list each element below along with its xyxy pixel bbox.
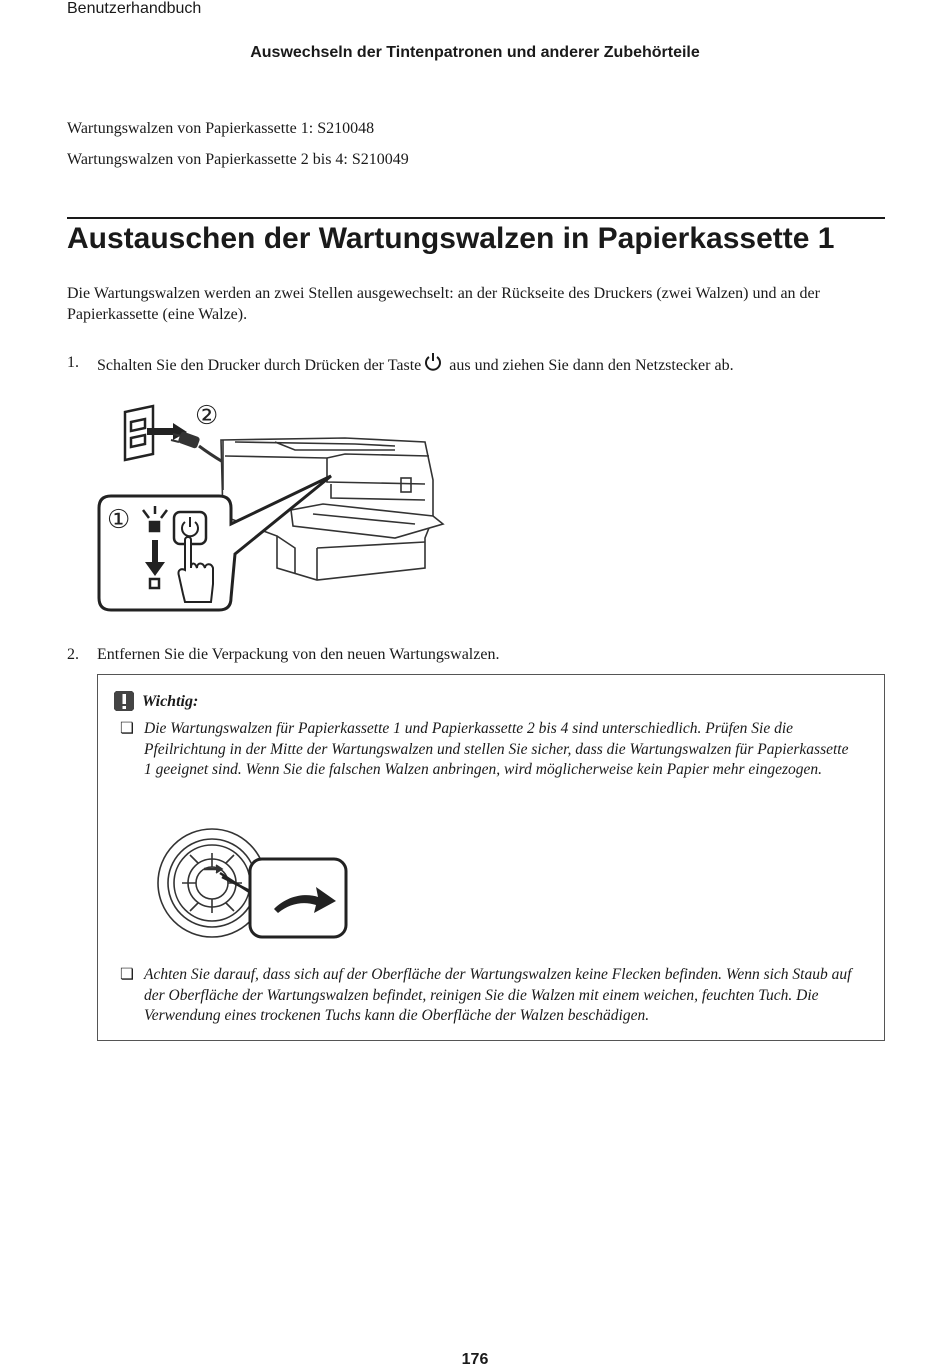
section-heading: Austauschen der Wartungswalzen in Papierkassette 1 xyxy=(67,222,835,255)
part-number-cassette-1: Wartungswalzen von Papierkassette 1: S210048 xyxy=(67,120,375,137)
bullet-text: Achten Sie darauf, dass sich auf der Oberfläche der Wartungswalzen keine Flecken befinden. Wenn sich Staub auf der Oberfläche der Wartungswalzen befindet, reinigen Sie die Walzen mit einem weichen, feuchten Tuch. Die Verwendung eines trockenen Tuchs kann die Oberfläche der Walzen beschädigen. xyxy=(144,966,852,1024)
exclamation-icon xyxy=(112,689,136,713)
callout-2: ② xyxy=(195,401,219,431)
step-number: 1. xyxy=(67,354,79,371)
note-title: Wichtig: xyxy=(142,693,199,710)
note-bullet-1 xyxy=(120,719,854,781)
bullet-text: Die Wartungswalzen für Papierkassette 1 und Papierkassette 2 bis 4 sind unterschiedlich. Prüfen Sie die Pfeilrichtung in der Mitte der Wartungswalzen und stellen Sie sicher, dass die Wartungswalzen für Papierkassette 1 geeignet sind. Wenn Sie die falschen Walzen anbringen, wird möglicherweise kein Papier mehr eingezogen. xyxy=(144,720,849,778)
section-intro: Die Wartungswalzen werden an zwei Stellen ausgewechselt: an der Rückseite des Druckers (zwei Walzen) und an der Papierkassette (eine Walze). xyxy=(67,285,820,323)
step-text-continued: aus und ziehen Sie dann den Netzstecker ab. xyxy=(449,357,734,374)
step-text: Entfernen Sie die Verpackung von den neuen Wartungswalzen. xyxy=(97,646,500,663)
section-rule xyxy=(67,217,885,219)
part-number-cassette-2-4: Wartungswalzen von Papierkassette 2 bis 4: S210049 xyxy=(67,151,409,168)
chapter-title: Auswechseln der Tintenpatronen und anderer Zubehörteile xyxy=(250,44,700,61)
step-number: 2. xyxy=(67,646,79,663)
step-text: Schalten Sie den Drucker durch Drücken der Taste xyxy=(97,357,422,374)
callout-1: ① xyxy=(107,505,131,535)
power-icon xyxy=(423,352,443,372)
printer-illustration xyxy=(221,438,443,580)
note-bullet-2 xyxy=(120,965,854,1027)
bullet-box-icon: ❏ xyxy=(120,720,134,737)
power-plug-icon xyxy=(171,431,223,462)
note-title-row xyxy=(112,689,198,713)
important-note xyxy=(97,674,885,1041)
printer-power-off-figure xyxy=(95,398,455,614)
bullet-box-icon: ❏ xyxy=(120,966,134,983)
page-number: 176 xyxy=(461,1351,489,1368)
running-header: Benutzerhandbuch xyxy=(67,0,202,17)
roller-arrow-figure xyxy=(156,825,356,943)
